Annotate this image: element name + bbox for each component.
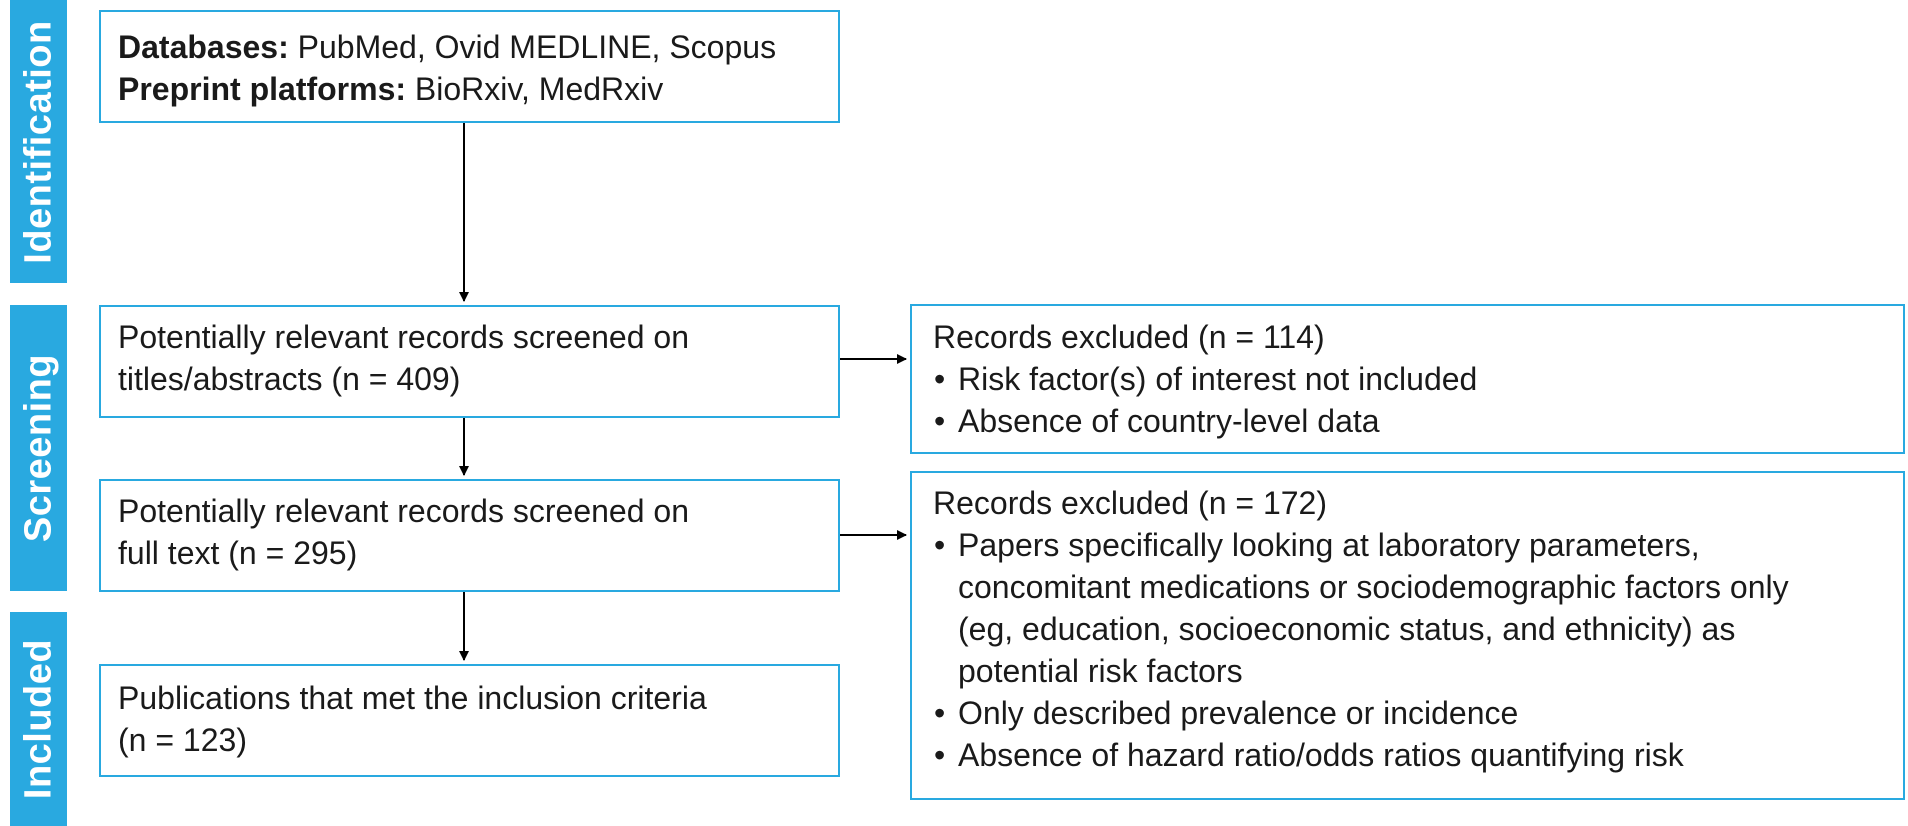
databases-label: Databases: [118,29,289,65]
preprints-label: Preprint platforms: [118,71,407,107]
exclusion-2-item1-line: • Papers specifically looking at laboratory parameters, [958,527,1700,563]
phase-included-label: Included [17,638,59,800]
screen-titles-line1: Potentially relevant records screened on [118,319,689,355]
phase-screening-label: Screening [17,353,59,543]
exclusion-2-item: • Absence of hazard ratio/odds ratios quantifying risk [933,734,1903,776]
databases-value: PubMed, Ovid MEDLINE, Scopus [288,29,777,65]
included-line1: Publications that met the inclusion criteria [118,680,707,716]
screen-titles-line2: titles/abstracts (n = 409) [118,361,461,397]
included-line2: (n = 123) [118,722,247,758]
exclusion-1-item: • Risk factor(s) of interest not included [933,358,1903,400]
exclusion-2-title: Records excluded (n = 172) [933,485,1327,521]
exclusion-2-item1-line: potential risk factors [958,653,1243,689]
exclusion-2-item1-line: concomitant medications or sociodemographic factors only [958,569,1789,605]
exclusion-2-item1-line: (eg, education, socioeconomic status, and ethnicity) as [958,611,1736,647]
phase-identification-label: Identification [17,19,59,264]
exclusion-1-title: Records excluded (n = 114) [933,319,1325,355]
preprints-value: BioRxiv, MedRxiv [406,71,664,107]
exclusion-2-item: • Only described prevalence or incidence [933,692,1903,734]
screen-fulltext-line2: full text (n = 295) [118,535,358,571]
screen-fulltext-line1: Potentially relevant records screened on [118,493,689,529]
exclusion-1-item: • Absence of country-level data [933,400,1903,442]
